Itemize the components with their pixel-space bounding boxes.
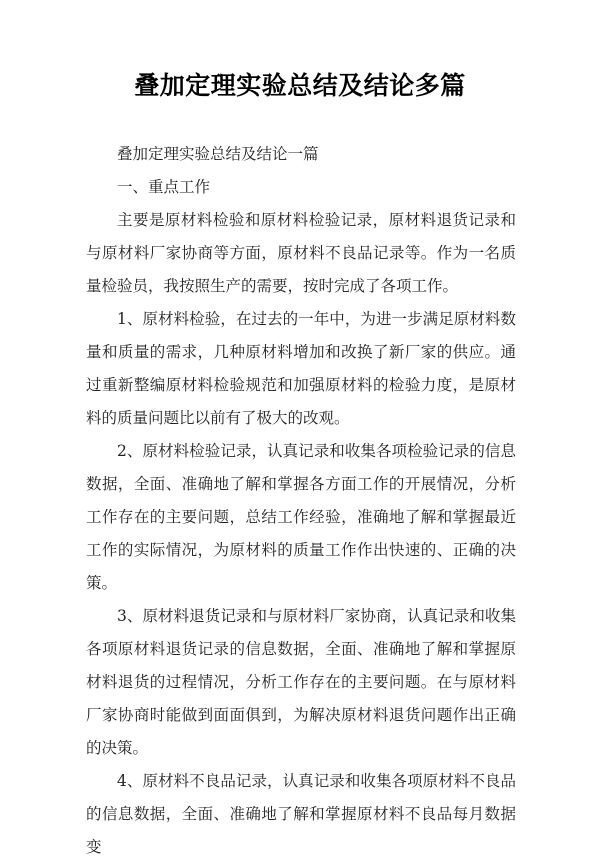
document-subtitle: 叠加定理实验总结及结论一篇 [117,145,319,163]
section-heading: 一、重点工作 [117,178,211,196]
paragraph-item-2: 2、原材料检验记录，认真记录和收集各项检验记录的信息数据，全面、准确地了解和掌握各方面工作的开展情况，分析工作存在的主要问题，总结工作经验，准确地了解和掌握最近工作的实际情况，为原材料的质量工作作出快速的、正确的决策。 [86,442,516,592]
paragraph-intro: 主要是原材料检验和原材料检验记录，原材料退货记录和与原材料厂家协商等方面，原材料不良品记录等。作为一名质量检验员，我按照生产的需要，按时完成了各项工作。 [86,211,516,295]
paragraph-item-3: 3、原材料退货记录和与原材料厂家协商，认真记录和收集各项原材料退货记录的信息数据，全面、准确地了解和掌握原材料退货的过程情况，分析工作存在的主要问题。在与原材料厂家协商时能做到面面俱到，为解决原材料退货问题作出正确的决策。 [86,607,516,757]
paragraph-item-1: 1、原材料检验，在过去的一年中，为进一步满足原材料数量和质量的需求，几种原材料增加和改换了新厂家的供应。通过重新整编原材料检验规范和加强原材料的检验力度，是原材料的质量问题比以前有了极大的改观。 [86,310,516,427]
paragraph-item-4: 4、原材料不良品记录，认真记录和收集各项原材料不良品的信息数据，全面、准确地了解和掌握原材料不良品每月数据变 [86,772,516,856]
document-body [86,138,516,864]
document-title: 叠加定理实验总结及结论多篇 [134,71,466,100]
